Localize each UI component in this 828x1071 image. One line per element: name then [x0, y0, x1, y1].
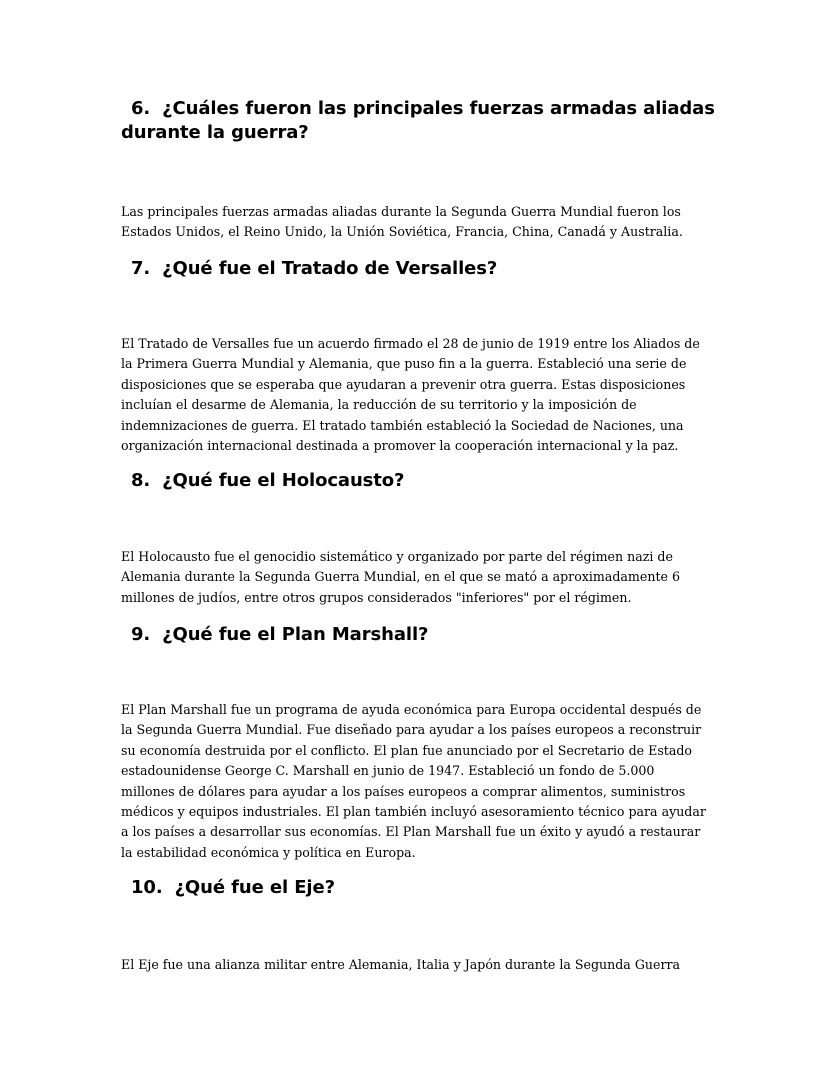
question-number: 7. [131, 258, 151, 279]
answer-paragraph-6: Las principales fuerzas armadas aliadas durante la Segunda Guerra Mundial fueron los Estados Unidos, el Reino Unido, la Unión Soviética, Francia, China, Canadá y Australia. [121, 204, 683, 240]
question-title: ¿Qué fue el Eje? [174, 877, 335, 898]
question-heading-6 [121, 97, 721, 145]
question-heading-8 [121, 469, 721, 493]
question-number: 6. [131, 98, 151, 119]
question-title: ¿Qué fue el Plan Marshall? [162, 624, 429, 645]
question-number: 9. [131, 624, 151, 645]
answer-paragraph-8: El Holocausto fue el genocidio sistemático y organizado por parte del régimen nazi de Alemania durante la Segunda Guerra Mundial, en el que se mató a aproximadamente 6 millones de judíos, entre otros grupos considerados "inferiores" por el régimen. [121, 549, 680, 605]
question-number: 10. [131, 877, 163, 898]
answer-paragraph-10: El Eje fue una alianza militar entre Alemania, Italia y Japón durante la Segunda Guerra [121, 957, 680, 972]
question-title: ¿Qué fue el Tratado de Versalles? [162, 258, 498, 279]
answer-paragraph-7: El Tratado de Versalles fue un acuerdo firmado el 28 de junio de 1919 entre los Aliados de la Primera Guerra Mundial y Alemania, que puso fin a la guerra. Estableció una serie de disposiciones que se esperaba que ayudaran a prevenir otra guerra. Estas disposiciones incluían el desarme de Alemania, la reducción de su territorio y la imposición de indemnizaciones de guerra. El tratado también estableció la Sociedad de Naciones, una organización internacional destinada a promover la cooperación internacional y la paz. [121, 336, 700, 454]
question-title: ¿Qué fue el Holocausto? [162, 470, 405, 491]
question-title: ¿Cuáles fueron las principales fuerzas armadas aliadas durante la guerra? [121, 98, 715, 143]
answer-paragraph-9: El Plan Marshall fue un programa de ayuda económica para Europa occidental después de la Segunda Guerra Mundial. Fue diseñado para ayudar a los países europeos a reconstruir su economía destruida por el conflicto. El plan fue anunciado por el Secretario de Estado estadounidense George C. Marshall en junio de 1947. Estableció un fondo de 5.000 millones de dólares para ayudar a los países europeos a comprar alimentos, suministros médicos y equipos industriales. El plan también incluyó asesoramiento técnico para ayudar a los países a desarrollar sus economías. El Plan Marshall fue un éxito y ayudó a restaurar la estabilidad económica y política en Europa. [121, 702, 706, 860]
question-heading-9 [121, 623, 721, 647]
question-heading-7 [121, 257, 721, 281]
question-number: 8. [131, 470, 151, 491]
question-heading-10 [121, 876, 721, 900]
